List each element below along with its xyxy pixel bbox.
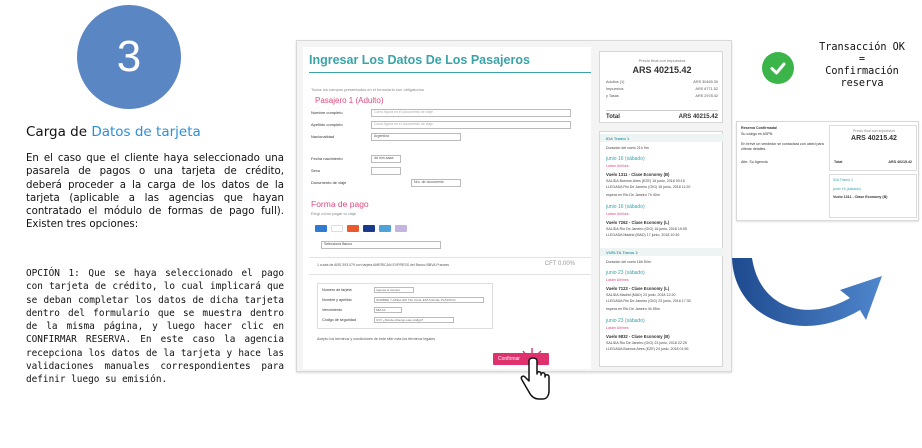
confirmation-screenshot (736, 121, 919, 221)
pointer-hand-icon (499, 347, 551, 405)
flight-number: Vuelo 7262 - Clase Economy (L) (606, 220, 670, 225)
ida-header: IDA Tramo 1 (600, 134, 724, 142)
confirmation-message: En breve un vendedor se contactará con usted para ultimar detalles. (741, 142, 824, 151)
document-input[interactable]: Nro. de documento (411, 179, 461, 187)
vuelta-date: junio 23 (sábado) (606, 270, 645, 276)
birthdate-input[interactable]: dd mm aaaa (371, 155, 401, 163)
field-row (311, 179, 581, 188)
field-row (311, 133, 581, 142)
section-heading-prefix: Carga de (26, 124, 92, 140)
price-line-value: ARS 2978.42 (695, 94, 718, 98)
curved-arrow-icon (700, 218, 900, 346)
expiry-input[interactable]: MM AA (374, 307, 402, 313)
confirmation-code: Su código es ASPN (741, 132, 773, 136)
confirmation-total-label: Total (834, 160, 843, 164)
price-line-value: ARS 6771.52 (695, 87, 718, 91)
ida-duration: Duración del vuelo 21h 9m (606, 146, 649, 150)
first-name-input[interactable]: Como figura en el documento de viaje (371, 109, 571, 117)
step-number-circle (77, 5, 181, 109)
transaction-title-line: reserva (840, 78, 884, 89)
vuelta-header: VUELTA Tramo 2 (600, 248, 724, 256)
amex-icon[interactable] (315, 225, 327, 232)
section-heading (26, 124, 201, 140)
field-label: Documento de viaje (311, 180, 347, 185)
price-box (599, 51, 723, 123)
confirmation-itinerary-box (829, 174, 917, 218)
airline-name: Latam Airlines (606, 278, 629, 282)
form-title-underline (309, 72, 591, 73)
confirmation-title: Reserva Confirmada! (741, 126, 778, 130)
cabal-icon[interactable] (395, 225, 407, 232)
flight-number: Vuelo 1311 - Clase Economy (B) (606, 172, 670, 177)
price-line-label: y Tasas (606, 94, 619, 98)
card-number-input[interactable]: Ingresa el número (374, 287, 414, 293)
nationality-select[interactable]: Argentina (371, 133, 461, 141)
transaction-title-line: = (858, 54, 866, 65)
layover-text: espera en Rio De Janeiro 4h 55m (606, 307, 660, 311)
mastercard-icon[interactable] (347, 225, 359, 232)
option1-paragraph: OPCIÓN 1: Que se haya seleccionado el pago con tarjeta de crédito, lo cual implicará que se deban completar los datos de dicha tarjeta dentro del formulario que se muestra dentro de la misma página, y luego hacer clic en CONFIRMAR RESERVA. En este caso la agencia recepciona los datos de la tarjeta y hace las validaciones manuales correspondientes para definir luego su emisión. (26, 268, 284, 386)
flight-departure: SALIDA Rio De Janeiro (GIG) 16 junio, 2018 19:05 (606, 227, 687, 231)
passenger-form (303, 47, 591, 369)
confirmation-price-amount: ARS 40215.42 (851, 135, 897, 142)
price-line (606, 87, 718, 91)
payment-caption: Elegí cómo pagar tu viaje (311, 211, 357, 216)
confirmation-price-box (829, 125, 917, 171)
section-heading-highlight: Datos de tarjeta (91, 124, 201, 140)
sex-select[interactable] (371, 167, 401, 175)
cft-value: CFT 0.00% (544, 261, 575, 267)
cvv-input[interactable]: CVV ¿Dónde obtengo este código? (374, 317, 454, 323)
ida-date: junio 16 (sábado) (606, 156, 645, 162)
bank-select[interactable]: Seleccioná Banco (321, 241, 441, 249)
intro-paragraph: En el caso que el cliente haya seleccionado una pasarela de pagos o una tarjeta de crédito, deberá proceder a la carga de los datos de la tarjeta (aplicable a las agencias que hayan contratado el módulo de formas de pago full). Existen tres opciones: (26, 153, 284, 231)
price-line (606, 94, 718, 98)
installments-text: 1 cuota de ARS 393.079 con tarjeta AMERICAN EXPRESS del Banco BBVA Frances (317, 263, 450, 267)
airline-name: Latam Airlines (606, 164, 629, 168)
confirm-button-label: Confirmar (498, 356, 520, 362)
passenger-form-screenshot (296, 40, 732, 372)
price-caption: Precio final con impuestos (638, 58, 686, 63)
confirmation-total-value: ARS 40215.42 (888, 160, 912, 164)
flight-number: Vuelo 7123 - Clase Economy (L) (606, 286, 670, 291)
price-total-value: ARS 40215.42 (678, 114, 718, 120)
flight-departure: SALIDA Rio De Janeiro (GIG) 23 junio, 2018 22:25 (606, 341, 687, 345)
vuelta-duration: Duración del vuelo 18h 50m (606, 260, 651, 264)
card-field-label: Código de seguridad (322, 318, 357, 322)
field-row (311, 155, 581, 164)
field-label: Nombre completo (311, 110, 343, 115)
confirmation-flight: Vuelo 1311 - Clase Economy (B) (833, 195, 888, 199)
transaction-ok-title (802, 42, 922, 90)
price-line-label: Impuestos (606, 87, 624, 91)
flight-departure: SALIDA Madrid (MAD) 23 junio, 2018 12:20 (606, 293, 676, 297)
field-label: Fecha nacimiento (311, 156, 343, 161)
flight-arrival: LLEGADA Madrid (MAD) 17 junio, 2018 10:30 (606, 233, 680, 237)
card-field-label: Vencimiento (322, 308, 343, 312)
transaction-title-line: Transacción OK (819, 42, 905, 53)
payment-header: Forma de pago (311, 199, 369, 209)
form-subtitle: Todos los campos presentados en el formulario son obligatorios (311, 87, 424, 92)
field-row (311, 167, 581, 176)
field-row (311, 109, 581, 118)
cardholder-input[interactable]: NOMBRE Y APELLIDO TAL CUAL ESTÁ EN EL PLÁSTICO (374, 297, 484, 303)
confirmation-ida: IDA Tramo 1 (833, 178, 853, 182)
price-line-label: Adultos (1) (606, 80, 625, 84)
flight-arrival: LLEGADA Buenos Aires (EZE) 24 junio, 2018 01:55 (606, 347, 689, 351)
flight-departure: SALIDA Buenos Aires (EZE) 16 junio, 2018 00:15 (606, 179, 685, 183)
naranja-icon[interactable] (379, 225, 391, 232)
price-total (606, 110, 718, 120)
card-icon[interactable] (331, 225, 343, 232)
payment-method-icons (315, 225, 407, 232)
transaction-title-line: Confirmación (825, 66, 899, 77)
visa-icon[interactable] (363, 225, 375, 232)
success-check-icon (762, 52, 794, 84)
price-line-value: ARS 30465.30 (693, 80, 718, 84)
field-label: Nacionalidad (311, 134, 335, 139)
flight-arrival: LLEGADA Rio De Janeiro (GIG) 23 junio, 2018 17:30 (606, 299, 691, 303)
ida-date: junio 16 (sábado) (606, 204, 645, 210)
confirmation-agency: Atte. Su Agencia (741, 160, 768, 164)
flight-arrival: LLEGADA Rio De Janeiro (GIG) 16 junio, 2018 11:20 (606, 185, 691, 189)
last-name-input[interactable]: Como figura en el documento de viaje (371, 121, 571, 129)
field-row (311, 121, 581, 130)
terms-checkbox-label[interactable]: Acepto los términos y condiciones de este sitio más los términos legales (317, 337, 436, 341)
vuelta-date: junio 23 (sábado) (606, 318, 645, 324)
form-title: Ingresar Los Datos De Los Pasajeros (309, 53, 530, 67)
card-field-label: Número de tarjeta (322, 288, 352, 292)
layover-text: espera en Rio De Janeiro 7h 40m (606, 193, 660, 197)
field-label: Apellido completo (311, 122, 343, 127)
confirmation-price-caption: Precio final con impuestos (853, 129, 895, 133)
field-label: Sexo (311, 168, 321, 173)
passenger-header: Pasajero 1 (Adulto) (315, 96, 384, 105)
flight-number: Vuelo 9832 - Clase Economy (B) (606, 334, 670, 339)
installments-row[interactable] (309, 257, 591, 275)
card-field-label: Nombre y apellido (322, 298, 352, 302)
airline-name: Latam Airlines (606, 326, 629, 330)
step-number: 3 (116, 32, 142, 81)
price-total-label: Total (606, 114, 620, 120)
price-line (606, 80, 718, 84)
confirmation-date: junio 16 (sábado) (833, 187, 861, 191)
airline-name: Latam Airlines (606, 212, 629, 216)
price-amount: ARS 40215.42 (632, 65, 692, 75)
card-details-box (317, 283, 493, 329)
